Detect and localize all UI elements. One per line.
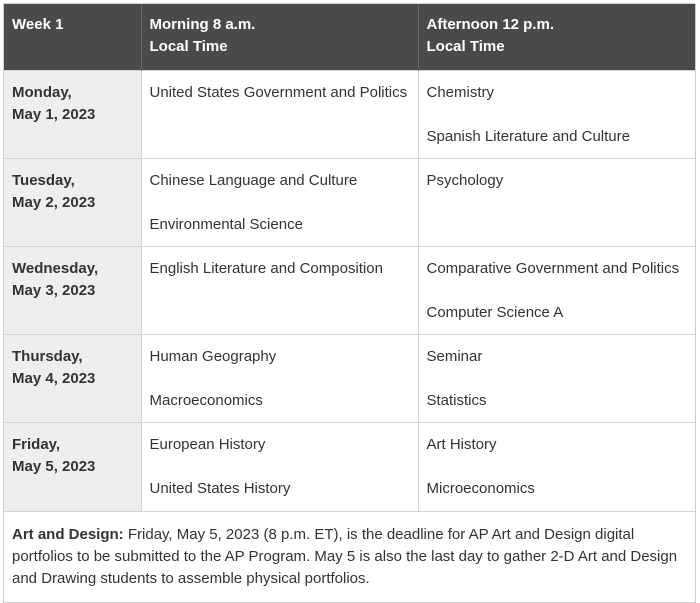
table-row: [4, 335, 695, 423]
exam-subject: Art History: [426, 436, 497, 453]
header-morning-time: Morning 8 a.m.: [149, 16, 256, 33]
exam-subject: United States Government and Politics: [149, 84, 408, 101]
exam-subject: English Literature and Composition: [149, 260, 383, 277]
exam-subject: Psychology: [426, 172, 504, 189]
header-afternoon-zone: Local Time: [426, 38, 505, 55]
art-design-note: [4, 511, 695, 602]
exam-subject: Seminar: [426, 348, 483, 365]
date-label: May 4, 2023: [12, 370, 96, 387]
note-text: Friday, May 5, 2023 (8 p.m. ET), is the deadline for AP Art and Design digital portfolios to be submitted to the AP Program. May 5 is also the last day to gather 2-D Art and Design and Drawing students to assemble physical portfolios.: [12, 525, 678, 587]
date-label: May 1, 2023: [12, 106, 96, 123]
weekday-label: Friday,: [12, 436, 61, 453]
date-label: May 3, 2023: [12, 282, 96, 299]
afternoon-cell: [418, 71, 695, 159]
header-week-label: Week 1: [12, 16, 64, 33]
exam-subject: Environmental Science: [149, 216, 303, 233]
table-row: [4, 247, 695, 335]
header-afternoon-time: Afternoon 12 p.m.: [426, 16, 555, 33]
exam-subject: United States History: [149, 480, 291, 497]
table-row: [4, 423, 695, 511]
day-cell: [4, 71, 141, 159]
weekday-label: Wednesday,: [12, 260, 99, 277]
header-morning-zone: Local Time: [149, 38, 228, 55]
exam-subject: Macroeconomics: [149, 392, 263, 409]
exam-subject: Chemistry: [426, 84, 495, 101]
header-afternoon: [418, 4, 695, 71]
date-label: May 5, 2023: [12, 458, 96, 475]
day-cell: [4, 159, 141, 247]
exam-subject: Chinese Language and Culture: [149, 172, 358, 189]
header-row: [4, 4, 695, 71]
exam-schedule: [3, 3, 696, 603]
morning-cell: [141, 423, 418, 511]
morning-cell: [141, 335, 418, 423]
exam-subject: Comparative Government and Politics: [426, 260, 680, 277]
day-cell: [4, 423, 141, 511]
table-row: [4, 159, 695, 247]
date-label: May 2, 2023: [12, 194, 96, 211]
header-morning: [141, 4, 418, 71]
weekday-label: Tuesday,: [12, 172, 75, 189]
exam-subject: Statistics: [426, 392, 487, 409]
exam-subject: Human Geography: [149, 348, 277, 365]
exam-subject: Microeconomics: [426, 480, 535, 497]
day-cell: [4, 247, 141, 335]
morning-cell: [141, 159, 418, 247]
weekday-label: Monday,: [12, 84, 72, 101]
morning-cell: [141, 71, 418, 159]
exam-subject: European History: [149, 436, 266, 453]
day-cell: [4, 335, 141, 423]
note-label: Art and Design:: [12, 525, 124, 543]
schedule-table: [4, 4, 695, 511]
header-week: [4, 4, 141, 71]
morning-cell: [141, 247, 418, 335]
afternoon-cell: [418, 335, 695, 423]
exam-subject: Computer Science A: [426, 304, 564, 321]
weekday-label: Thursday,: [12, 348, 83, 365]
afternoon-cell: [418, 423, 695, 511]
exam-subject: Spanish Literature and Culture: [426, 128, 630, 145]
afternoon-cell: [418, 247, 695, 335]
afternoon-cell: [418, 159, 695, 247]
table-row: [4, 71, 695, 159]
